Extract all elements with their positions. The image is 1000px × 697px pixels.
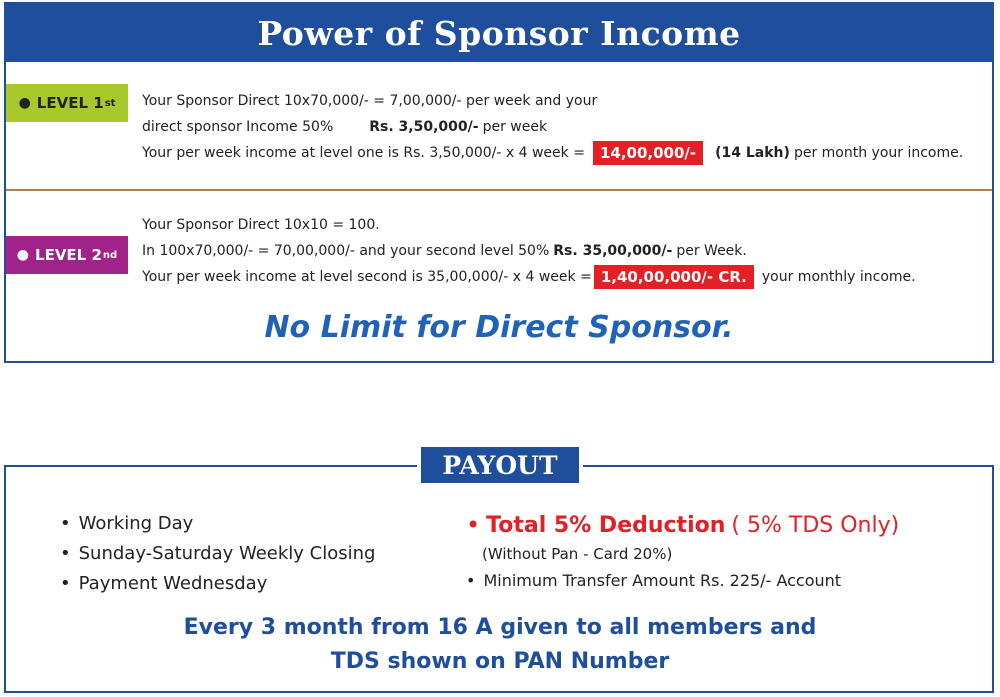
- deduction-tds: ( 5% TDS Only): [731, 512, 900, 538]
- level-2-line-1: [142, 212, 916, 238]
- footer-line-1: Every 3 month from 16 A given to all members and: [183, 615, 817, 640]
- minimum-transfer: • Minimum Transfer Amount Rs. 225/- Account: [466, 566, 899, 594]
- payout-tag: [417, 443, 583, 487]
- list-item: • Payment Wednesday: [60, 568, 375, 598]
- no-limit-banner: No Limit for Direct Sponsor.: [264, 310, 734, 345]
- deduction-note: (Without Pan - Card 20%): [482, 545, 673, 563]
- deduction-title: Total 5% Deduction: [486, 512, 726, 538]
- level-1-label: LEVEL 1: [36, 94, 104, 112]
- level-2-half-income: Rs. 35,00,000/-: [553, 243, 673, 259]
- bullet-icon: ●: [18, 95, 31, 111]
- deduction-info: [466, 508, 899, 594]
- list-item: • Sunday-Saturday Weekly Closing: [60, 538, 375, 568]
- level-2-line-1-text: Your Sponsor Direct 10x10 = 100.: [142, 217, 380, 233]
- level-2-line-3-suffix: your monthly income.: [761, 269, 916, 285]
- level-2-line-3-text: Your per week income at level second is 35,00,000/- x 4 week =: [142, 269, 592, 285]
- level-2-line-2: [142, 238, 916, 264]
- page-title: Power of Sponsor Income: [257, 13, 741, 53]
- level-2-tag: [6, 236, 128, 274]
- title-bar: [6, 4, 992, 62]
- level-1-line-3-suffix: per month your income.: [793, 145, 964, 161]
- payout-title: PAYOUT: [442, 450, 558, 480]
- deduction-line: [466, 508, 899, 542]
- level-2-sup: nd: [102, 249, 118, 261]
- level-1-line-3-text: Your per week income at level one is Rs. 3,50,000/- x 4 week =: [142, 145, 585, 161]
- level-1-line-2-suffix: per week: [482, 119, 548, 135]
- level-2-text: [142, 212, 916, 290]
- section-divider: [6, 189, 992, 191]
- level-2-line-2-suffix: per Week.: [676, 243, 747, 259]
- level-1-line-2: [142, 114, 963, 140]
- level-2-line-3: [142, 264, 916, 290]
- bullet-icon: •: [466, 511, 481, 539]
- level-1-highlight: 14,00,000/-: [593, 141, 703, 165]
- level-2-highlight: 1,40,00,000/- CR.: [594, 265, 754, 289]
- level-2-line-2-text: In 100x70,000/- = 70,00,000/- and your second level 50%: [142, 243, 550, 259]
- level-1-line-1-text: Your Sponsor Direct 10x70,000/- = 7,00,000/- per week and your: [142, 93, 598, 109]
- level-1-lakh: (14 Lakh): [715, 145, 790, 161]
- list-item: • Working Day: [60, 508, 375, 538]
- footer-note: [0, 611, 1000, 679]
- level-1-tag: [6, 84, 128, 122]
- level-1-line-3: [142, 140, 963, 166]
- bullet-icon: ●: [16, 247, 30, 263]
- level-1-line-2-text: direct sponsor Income 50%: [142, 119, 334, 135]
- level-1-sup: st: [104, 97, 116, 109]
- level-1-half-income: Rs. 3,50,000/-: [369, 119, 479, 135]
- level-1-line-1: [142, 88, 963, 114]
- level-2-label: LEVEL 2: [35, 246, 102, 264]
- payout-schedule-list: [60, 508, 375, 598]
- level-1-text: [142, 88, 963, 166]
- footer-line-2: TDS shown on PAN Number: [330, 649, 670, 674]
- sponsor-income-panel: [4, 2, 994, 363]
